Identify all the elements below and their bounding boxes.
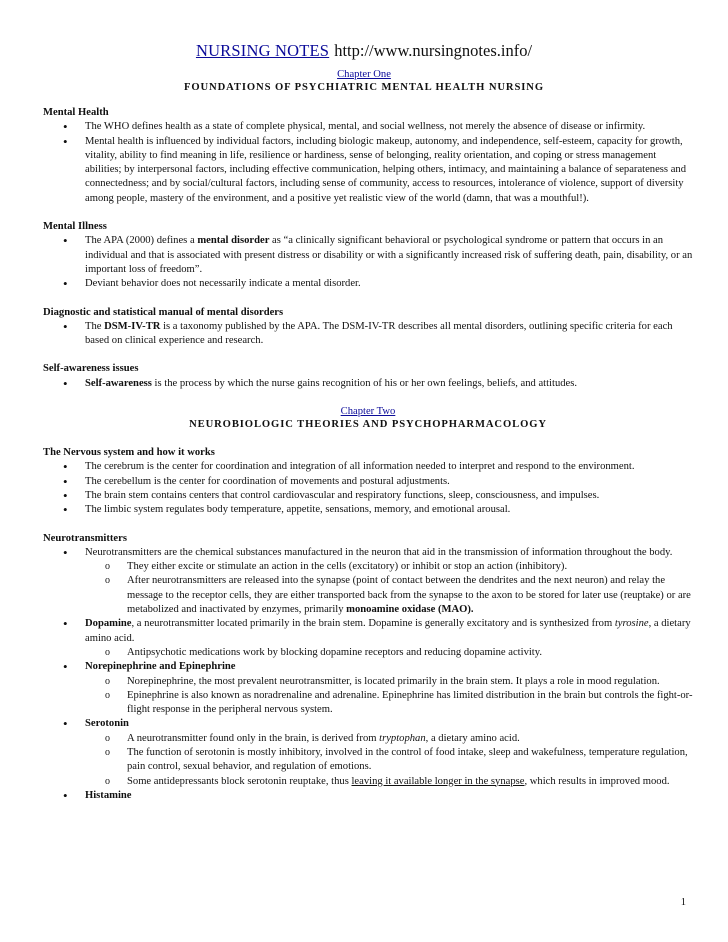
text-run: , a dietary amino acid. xyxy=(85,618,691,644)
text-run: Neurotransmitters are the chemical substances manufactured in the neuron that aid in the transmission of information throughout the body. xyxy=(85,546,673,558)
list-item xyxy=(43,717,693,788)
text-run: A neurotransmitter found only in the brain, is derived from xyxy=(127,732,380,744)
bold-term: Norepinephrine and Epinephrine xyxy=(85,661,236,673)
bold-term: Histamine xyxy=(85,789,132,801)
italic-term: tryptophan xyxy=(379,732,426,744)
sub-list xyxy=(85,675,693,718)
section-title: Neurotransmitters xyxy=(43,532,127,544)
list-item: • The cerebrum is the center for coordination and integration of all information needed to interpret and respond to the environment. xyxy=(43,460,693,474)
sub-list-item xyxy=(85,574,693,617)
text-run: is the process by which the nurse gains recognition of his or her own feelings, beliefs, and attitudes. xyxy=(151,377,578,389)
list-item xyxy=(43,789,693,803)
chapter-two-title: NEUROBIOLOGIC THEORIES AND PSYCHOPHARMACOLOGY xyxy=(189,419,547,431)
list-item: • The cerebellum is the center for coordination of movements and postural adjustments. xyxy=(43,475,693,489)
section-title: Mental Health xyxy=(43,107,109,118)
list-item xyxy=(43,617,693,660)
chapter-two-label[interactable]: Chapter Two xyxy=(340,406,396,418)
bullet-list xyxy=(43,546,693,803)
list-item: • The limbic system regulates body temperature, appetite, sensations, memory, and emotional arousal. xyxy=(43,503,693,517)
list-item xyxy=(43,320,693,349)
header-title-link[interactable]: NURSING NOTES xyxy=(195,41,330,60)
text-run: , which results in improved mood. xyxy=(524,775,670,787)
section-title: The Nervous system and how it works xyxy=(43,447,215,459)
section-title: Mental Illness xyxy=(43,221,107,233)
sub-list-item: o Norepinephrine, the most prevalent neurotransmitter, is located primarily in the brain stem. It plays a role in mood regulation. xyxy=(85,675,693,689)
section-neurotransmitters xyxy=(43,532,693,804)
section-title: Self-awareness issues xyxy=(43,363,139,375)
text-run: Some antidepressants block serotonin reuptake, thus xyxy=(127,775,352,787)
italic-term: tyrosine xyxy=(614,618,649,630)
section-mental-health xyxy=(43,106,693,206)
text-run: , a neurotransmitter located primarily in the brain stem. Dopamine is generally excitatory and is synthesized from xyxy=(131,618,615,630)
chapter-two-heading xyxy=(43,405,693,432)
section-dsm xyxy=(43,306,693,349)
bullet-list xyxy=(43,320,693,349)
chapter-one-heading xyxy=(0,68,728,95)
list-item xyxy=(43,377,693,391)
sub-list xyxy=(85,732,693,789)
bold-term: monoamine oxidase (MAO). xyxy=(346,604,474,616)
sub-list xyxy=(85,560,693,617)
sub-list-item: o They either excite or stimulate an action in the cells (excitatory) or inhibit or stop an action (inhibitory). xyxy=(85,560,693,574)
bold-term: mental disorder xyxy=(197,235,270,247)
section-title: Diagnostic and statistical manual of mental disorders xyxy=(43,306,284,318)
page-number: 1 xyxy=(680,897,686,908)
bullet-list xyxy=(43,120,693,206)
list-item: • Mental health is influenced by individual factors, including biologic makeup, autonomy, and independence, self-esteem, capacity for growth, vitality, ability to find meaning in life, resilience or hardiness, sense of belonging, reality orientation, and coping or stress management abilities; by interpersonal factors, including effective communication, helping others, intimacy, and maintaining a balance of separateness and connectedness; and by social/cultural factors, including sense of community, access to resources, intolerance of violence, support of diversity among people, mastery of the environment, and a positive yet realistic view of the world (damn, that was a mouthful!). xyxy=(43,135,693,206)
chapter-one-title: FOUNDATIONS OF PSYCHIATRIC MENTAL HEALTH NURSING xyxy=(184,82,544,93)
sub-list-item: o Epinephrine is also known as noradrenaline and adrenaline. Epinephrine has limited distribution in the brain but controls the fight-or-flight response in the peripheral nervous system. xyxy=(85,689,693,718)
text-run: The APA (2000) defines a xyxy=(85,235,198,247)
text-run: as “a clinically significant behavioral or psychological syndrome or pattern that occurs in an individual and that is associated with present distress or disability or with a significantly increased risk of suffering death, pain, disability, or an important loss of freedom”. xyxy=(85,235,693,275)
text-run: After neurotransmitters are released into the synapse (point of contact between the dendrites and the next neuron) and relay the message to the receptor cells, they are either transported back from the synapse to the axon to be stored for later use (reuptake) or are metabolized and inactivated by enzymes, primarily xyxy=(127,575,691,616)
document-body xyxy=(43,106,693,817)
list-item: • Deviant behavior does not necessarily indicate a mental disorder. xyxy=(43,277,693,291)
text-run: The xyxy=(85,320,105,332)
sub-list-item xyxy=(85,732,693,746)
section-nervous-system xyxy=(43,446,693,517)
underlined-text: leaving it available longer in the synapse xyxy=(351,775,525,787)
list-item xyxy=(43,234,693,277)
text-run: , a dietary amino acid. xyxy=(425,732,520,744)
bullet-list xyxy=(43,377,693,391)
section-mental-illness xyxy=(43,220,693,291)
list-item: • The WHO defines health as a state of complete physical, mental, and social wellness, not merely the absence of disease or infirmity. xyxy=(43,120,693,134)
header-url: http://www.nursingnotes.info/ xyxy=(334,41,533,60)
list-item: • The brain stem contains centers that control cardiovascular and respiratory functions, sleep, consciousness, and impulses. xyxy=(43,489,693,503)
bold-term: Self-awareness xyxy=(85,377,152,389)
list-item xyxy=(43,660,693,717)
bold-term: Dopamine xyxy=(85,618,132,630)
chapter-one-label[interactable]: Chapter One xyxy=(337,69,391,80)
sub-list xyxy=(85,646,693,660)
section-self-awareness xyxy=(43,362,693,391)
list-item xyxy=(43,546,693,617)
bullet-list xyxy=(43,234,693,291)
sub-list-item: o The function of serotonin is mostly inhibitory, involved in the control of food intake, sleep and wakefulness, temperature regulation, pain control, sexual behavior, and regulation of emotions. xyxy=(85,746,693,775)
bold-term: Serotonin xyxy=(85,718,129,730)
text-run: is a taxonomy published by the APA. The DSM-IV-TR describes all mental disorders, outlining specific criteria for each based on clinical experience and research. xyxy=(85,320,673,347)
bold-term: DSM-IV-TR xyxy=(104,320,161,332)
sub-list-item: o Antipsychotic medications work by blocking dopamine receptors and reducing dopamine activity. xyxy=(85,646,693,660)
page-header xyxy=(0,43,728,60)
sub-list-item xyxy=(85,775,693,789)
bullet-list xyxy=(43,460,693,517)
